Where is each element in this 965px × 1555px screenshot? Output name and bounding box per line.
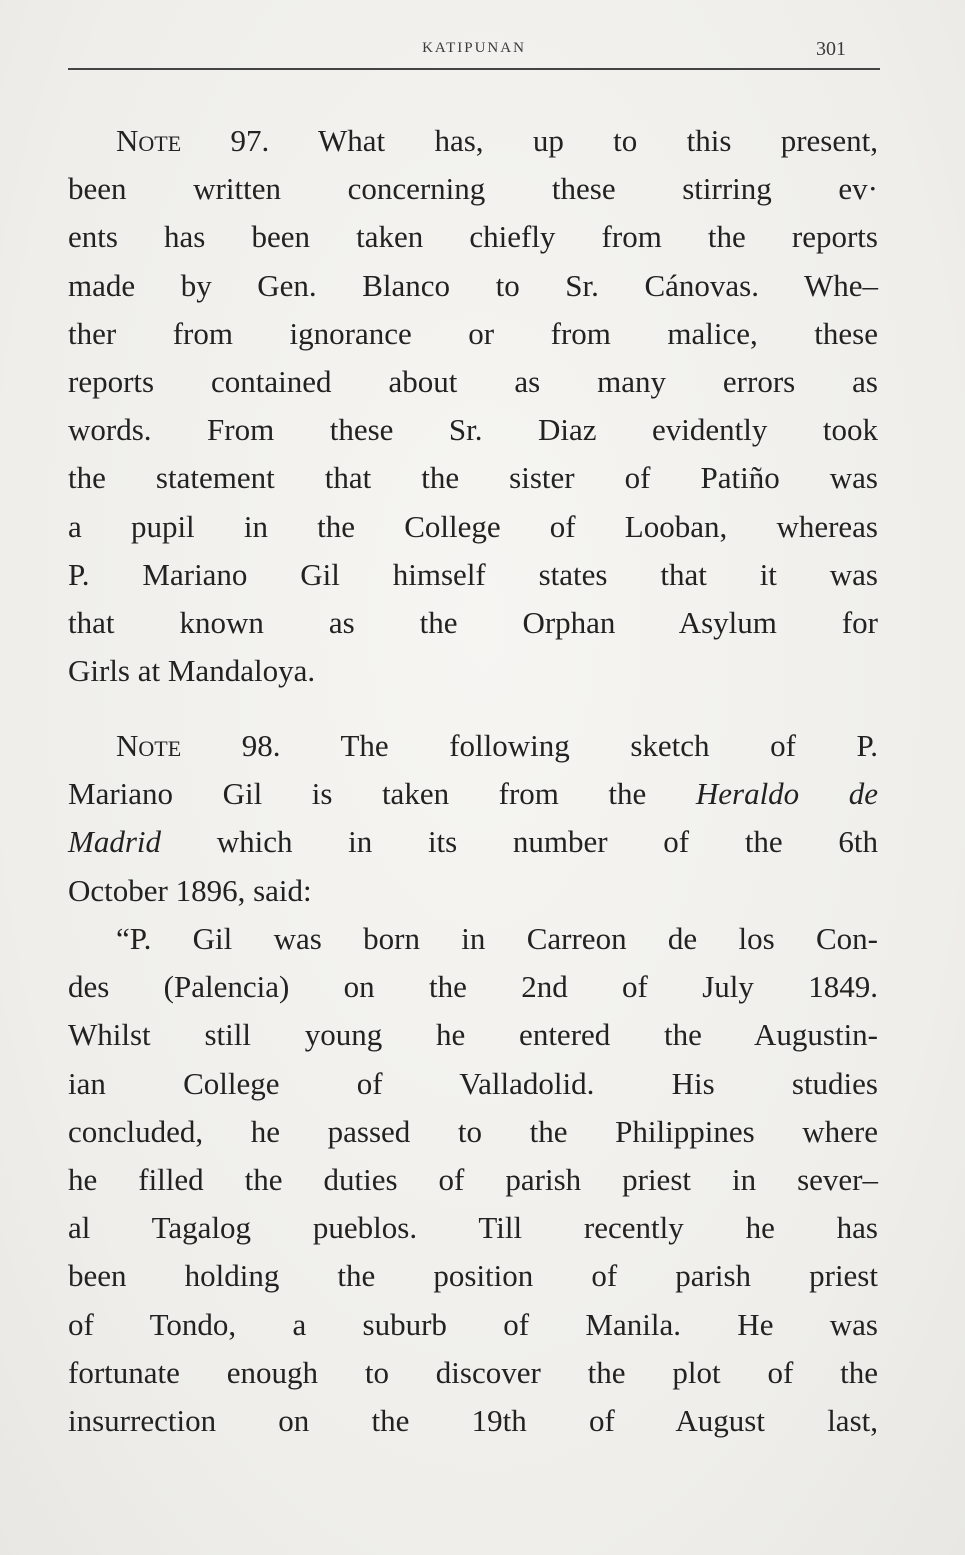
text-line: Note 98. The following sketch of P. <box>116 728 878 763</box>
text-line: of Tondo, a suburb of Manila. He was <box>68 1306 878 1342</box>
text-line: P. Mariano Gil himself states that it was <box>68 556 878 592</box>
note-98-label: Note 98. <box>116 728 281 763</box>
running-head-title: KATIPUNAN <box>422 40 526 56</box>
text-line: concluded, he passed to the Philippines where <box>68 1113 878 1149</box>
note-98-paragraph <box>68 722 878 915</box>
note-97-label: Note 97. <box>116 123 270 158</box>
text-line: insurrection on the 19th of August last, <box>68 1402 878 1438</box>
text-line: reports contained about as many errors as <box>68 363 878 399</box>
text-line: been holding the position of parish priest <box>68 1258 878 1294</box>
quoted-passage <box>68 915 878 1445</box>
publication-title: Madrid <box>68 824 161 860</box>
text-line: des (Palencia) on the 2nd of July 1849. <box>68 969 878 1005</box>
note-97-paragraph <box>68 117 878 695</box>
text-line: made by Gen. Blanco to Sr. Cánovas. Whe– <box>68 267 878 303</box>
text-line: words. From these Sr. Diaz evidently took <box>68 412 878 448</box>
page-number: 301 <box>816 38 846 60</box>
text-line: a pupil in the College of Looban, whereas <box>68 508 878 544</box>
text-line: he filled the duties of parish priest in sever– <box>68 1161 878 1197</box>
publication-title: Heraldo de <box>695 776 878 812</box>
running-head <box>68 38 880 78</box>
text-line: fortunate enough to discover the plot of the <box>68 1354 878 1390</box>
text-line: the statement that the sister of Patiño was <box>68 460 878 496</box>
header-rule <box>68 68 880 70</box>
text-line: October 1896, said: <box>68 872 312 908</box>
text-line: Girls at Mandaloya. <box>68 653 316 689</box>
text-line: Note 97. What has, up to this present, <box>116 123 878 158</box>
text-line: that known as the Orphan Asylum for <box>68 604 878 640</box>
text-line: ian College of Valladolid. His studies <box>68 1065 878 1101</box>
text-line: ents has been taken chiefly from the reports <box>68 219 878 255</box>
text-line: Whilst still young he entered the Augustin- <box>68 1017 878 1053</box>
text-line: been written concerning these stirring ev· <box>68 171 878 207</box>
text-line: Madrid which in its number of the 6th <box>68 824 878 860</box>
text-line: “P. Gil was born in Carreon de los Con- <box>116 921 878 956</box>
text-line: Mariano Gil is taken from the Heraldo de <box>68 776 878 812</box>
text-line: al Tagalog pueblos. Till recently he has <box>68 1210 878 1246</box>
text-line: ther from ignorance or from malice, these <box>68 315 878 351</box>
